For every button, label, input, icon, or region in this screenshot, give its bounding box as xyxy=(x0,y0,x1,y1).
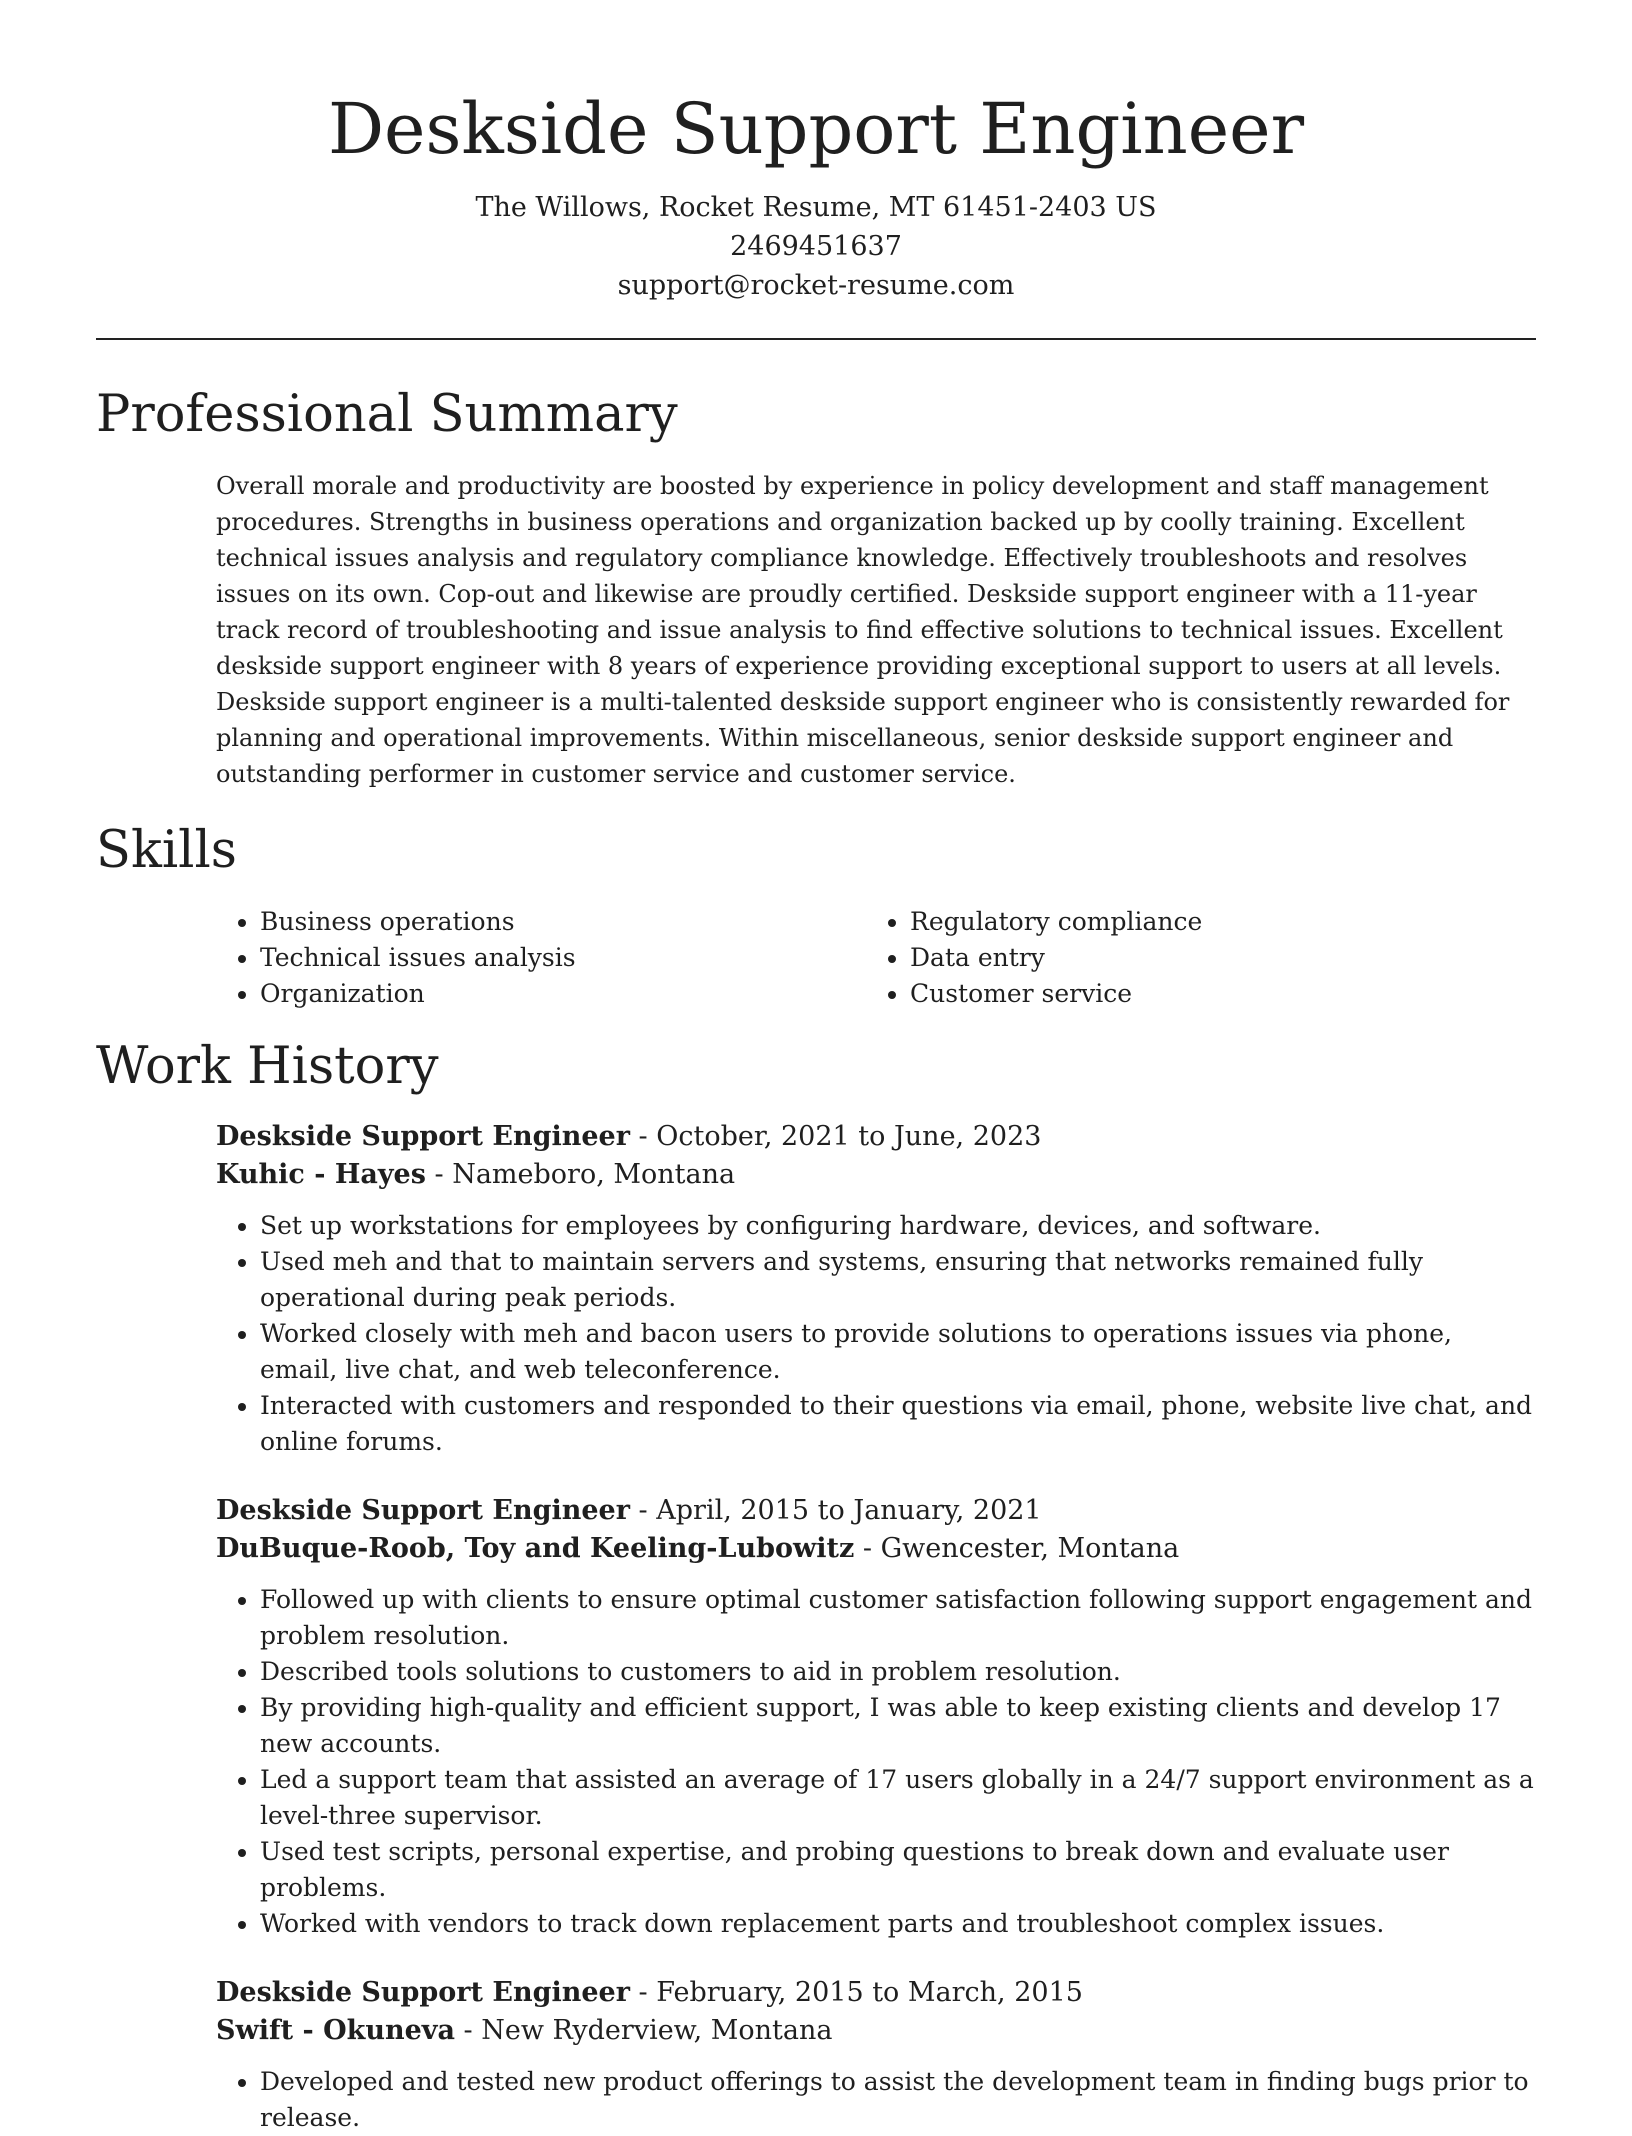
job-bullet: • Described tools solutions to customers to aid in problem resolution. xyxy=(260,1654,1536,1690)
resume-title: Deskside Support Engineer xyxy=(327,88,1305,170)
resume-header xyxy=(96,0,1536,305)
job-bullet: • Worked closely with meh and bacon users to provide solutions to operations issues via phone, email, live chat, and web teleconference. xyxy=(260,1316,1536,1388)
job-dates: - February, 2015 to March, 2015 xyxy=(629,1977,1083,2008)
job-bullets xyxy=(216,2064,1536,2136)
job-bullet: • Led a support team that assisted an average of 17 users globally in a 24/7 support environment as a level-three supervisor. xyxy=(260,1762,1536,1834)
skill-item: • Organization xyxy=(260,976,866,1012)
summary-text: Overall morale and productivity are boosted by experience in policy development and staff management procedures. Strengths in business operations and organization backed up by coolly training. Excellent technical issues analysis and regulatory compliance knowledge. Effectively troubleshoots and resolves issues on its own. Cop-out and likewise are proudly certified. Deskside support engineer with a 11-year track record of troubleshooting and issue analysis to find effective solutions to technical issues. Excellent deskside support engineer with 8 years of experience providing exceptional support to users at all levels. Deskside support engineer is a multi-talented deskside support engineer who is consistently rewarded for planning and operational improvements. Within miscellaneous, senior deskside support engineer and outstanding performer in customer service and customer service. xyxy=(216,472,1510,788)
job-company-line xyxy=(216,1156,1536,1194)
email: support@rocket-resume.com xyxy=(617,270,1015,301)
work-history-heading: Work History xyxy=(96,1037,439,1096)
job-location: - Gwencester, Montana xyxy=(854,1533,1180,1564)
summary-section xyxy=(96,382,1536,792)
job-location: - Nameboro, Montana xyxy=(425,1159,736,1190)
job-bullets xyxy=(216,1582,1536,1942)
job-title: Deskside Support Engineer xyxy=(216,1121,630,1152)
job-company-line xyxy=(216,2012,1536,2050)
address: The Willows, Rocket Resume, MT 61451-2403 US xyxy=(475,192,1157,223)
skills-left-list xyxy=(216,904,866,1012)
job-entry xyxy=(216,1118,1536,1460)
skill-item: • Regulatory compliance xyxy=(910,904,1536,940)
skill-item: • Data entry xyxy=(910,940,1536,976)
skills-right-list xyxy=(866,904,1536,1012)
contact-block xyxy=(96,188,1536,305)
skills-heading: Skills xyxy=(96,821,237,880)
job-dates: - April, 2015 to January, 2021 xyxy=(629,1495,1042,1526)
job-bullet: • By providing high-quality and efficient support, I was able to keep existing clients and develop 17 new accounts. xyxy=(260,1690,1536,1762)
skill-item: • Technical issues analysis xyxy=(260,940,866,976)
skill-item: • Business operations xyxy=(260,904,866,940)
job-dates: - October, 2021 to June, 2023 xyxy=(629,1121,1042,1152)
job-company: Kuhic - Hayes xyxy=(216,1159,426,1190)
job-bullets xyxy=(216,1208,1536,1460)
header-divider xyxy=(96,338,1536,340)
summary-heading: Professional Summary xyxy=(96,385,678,444)
job-company-line xyxy=(216,1530,1536,1568)
phone: 2469451637 xyxy=(730,231,902,262)
job-bullet: • Used meh and that to maintain servers and systems, ensuring that networks remained fully operational during peak periods. xyxy=(260,1244,1536,1316)
job-bullet: • Followed up with clients to ensure optimal customer satisfaction following support engagement and problem resolution. xyxy=(260,1582,1536,1654)
skills-grid xyxy=(216,904,1536,1012)
job-bullet: • Set up workstations for employees by configuring hardware, devices, and software. xyxy=(260,1208,1536,1244)
job-location: - New Ryderview, Montana xyxy=(454,2015,833,2046)
job-bullet: • Worked with vendors to track down replacement parts and troubleshoot complex issues. xyxy=(260,1906,1536,1942)
job-title: Deskside Support Engineer xyxy=(216,1495,630,1526)
job-company: Swift - Okuneva xyxy=(216,2015,455,2046)
job-bullet: • Used test scripts, personal expertise, and probing questions to break down and evaluate user problems. xyxy=(260,1834,1536,1906)
job-bullet: • Interacted with customers and responded to their questions via email, phone, website live chat, and online forums. xyxy=(260,1388,1536,1460)
job-title: Deskside Support Engineer xyxy=(216,1977,630,2008)
job-company: DuBuque-Roob, Toy and Keeling-Lubowitz xyxy=(216,1533,855,1564)
job-entry xyxy=(216,1492,1536,1942)
job-title-line xyxy=(216,1492,1536,1530)
skills-section xyxy=(96,818,1536,1012)
job-title-line xyxy=(216,1974,1536,2012)
job-bullet: • Developed and tested new product offerings to assist the development team in finding bugs prior to release. xyxy=(260,2064,1536,2136)
skill-item: • Customer service xyxy=(910,976,1536,1012)
work-history-section xyxy=(96,1034,1536,2136)
job-title-line xyxy=(216,1118,1536,1156)
